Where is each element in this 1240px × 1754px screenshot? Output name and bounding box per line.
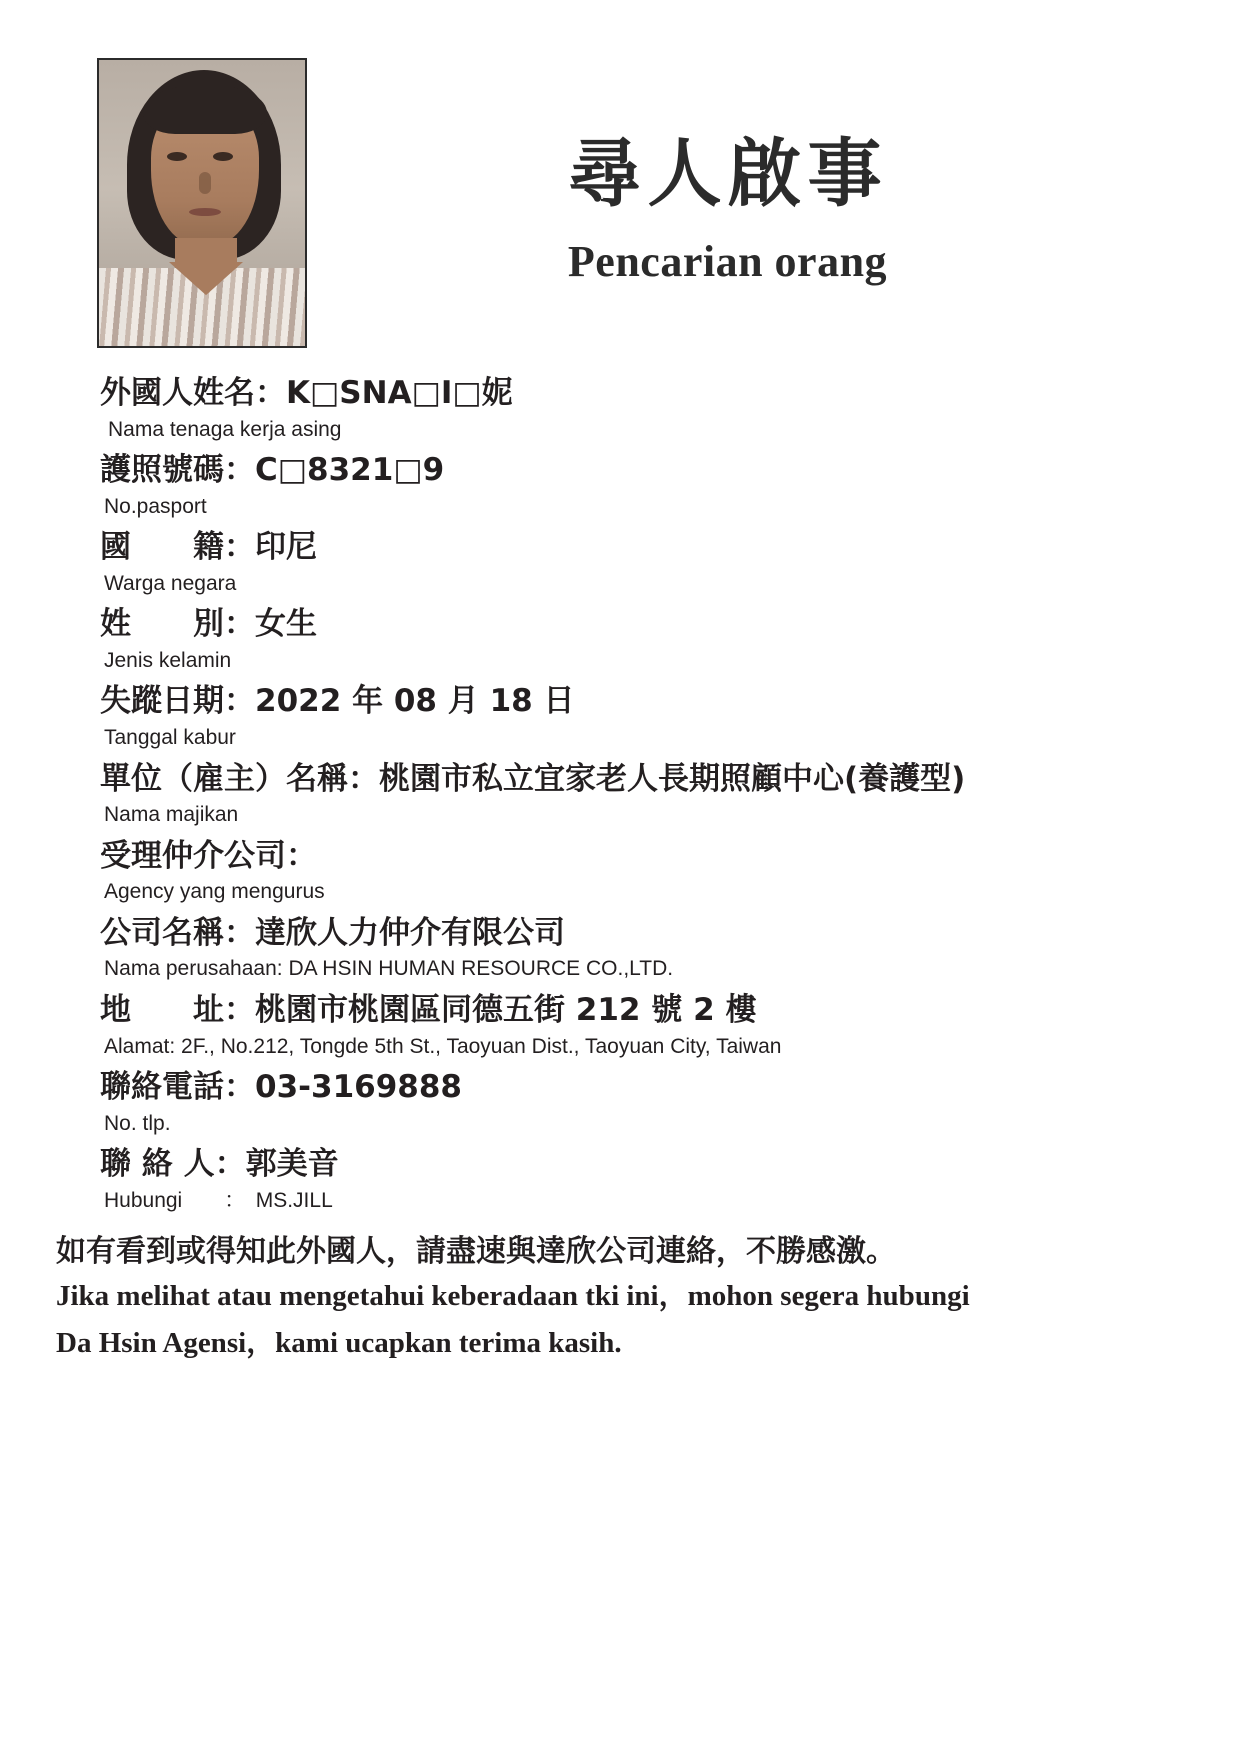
note-indonesian-line-1: Jika melihat atau mengetahui keberadaan tki ini，mohon segera hubungi bbox=[56, 1279, 970, 1312]
field-label-cn: 受理仲介公司： bbox=[100, 837, 317, 874]
field-employer-name bbox=[100, 760, 1188, 831]
field-label-id: Nama tenaga kerja asing bbox=[108, 417, 342, 441]
field-label-cn: 公司名稱：達欣人力仲介有限公司 bbox=[100, 914, 565, 951]
field-label-cn: 外國人姓名：K□SNA□I□妮 bbox=[100, 375, 513, 411]
field-label-cn: 地 址：桃園市桃園區同德五街 212 號 2 樓 bbox=[100, 991, 757, 1028]
field-label-id: Tanggal kabur bbox=[104, 726, 236, 750]
field-handling-agency bbox=[100, 837, 1188, 908]
field-label-id: Jenis kelamin bbox=[104, 649, 232, 672]
field-label-id: No. tlp. bbox=[104, 1111, 171, 1135]
portrait-eye-left bbox=[167, 152, 187, 161]
field-label-id: Agency yang mengurus bbox=[104, 880, 325, 904]
field-label-cn: 單位（雇主）名稱：桃園市私立宜家老人長期照顧中心(養護型) bbox=[100, 760, 966, 797]
field-gender bbox=[100, 605, 1188, 676]
footer-notes bbox=[52, 1232, 1188, 1366]
field-label-cn: 失蹤日期：2022 年 08 月 18 日 bbox=[100, 683, 575, 720]
field-contact-phone bbox=[100, 1068, 1188, 1139]
field-nationality bbox=[100, 528, 1188, 599]
field-passport-number bbox=[100, 451, 1188, 522]
field-foreign-worker-name bbox=[100, 374, 1188, 445]
title-block bbox=[307, 58, 1188, 287]
field-label-cn: 聯 絡 人：郭美音 bbox=[100, 1146, 339, 1183]
field-label-cn: 護照號碼：C□8321□9 bbox=[100, 452, 445, 489]
portrait-shirt bbox=[99, 268, 307, 346]
field-label-cn: 國 籍：印尼 bbox=[100, 529, 317, 566]
portrait-nose bbox=[199, 172, 211, 194]
field-missing-date bbox=[100, 682, 1188, 753]
page-title: 尋人啟事 bbox=[567, 131, 888, 217]
field-company-address bbox=[100, 991, 1188, 1062]
field-label-id: Nama perusahaan: DA HSIN HUMAN RESOURCE CO.,LTD. bbox=[104, 957, 674, 981]
document-header bbox=[52, 58, 1188, 348]
field-label-id: Warga negara bbox=[104, 571, 237, 595]
field-label-cn: 聯絡電話：03-3169888 bbox=[100, 1068, 462, 1105]
note-chinese: 如有看到或得知此外國人，請盡速與達欣公司連絡，不勝感激。 bbox=[56, 1234, 896, 1270]
field-contact-person bbox=[100, 1145, 1188, 1216]
avatar bbox=[97, 58, 307, 348]
field-label-id: Alamat: 2F., No.212, Tongde 5th St., Taoyuan Dist., Taoyuan City, Taiwan bbox=[104, 1034, 782, 1058]
field-label-id: Hubungi ： MS.JILL bbox=[104, 1188, 333, 1212]
portrait-mouth bbox=[189, 208, 221, 216]
note-indonesian-line-2: Da Hsin Agensi，kami ucapkan terima kasih. bbox=[56, 1326, 622, 1359]
field-company-name bbox=[100, 914, 1188, 985]
portrait-photo bbox=[99, 60, 305, 346]
portrait-eye-right bbox=[213, 152, 233, 161]
field-label-id: No.pasport bbox=[104, 494, 207, 518]
portrait-fringe bbox=[143, 86, 267, 134]
field-list bbox=[52, 374, 1188, 1216]
page-subtitle: Pencarian orang bbox=[567, 236, 888, 286]
field-label-id: Nama majikan bbox=[104, 803, 239, 827]
field-label-cn: 姓 別：女生 bbox=[100, 606, 317, 643]
